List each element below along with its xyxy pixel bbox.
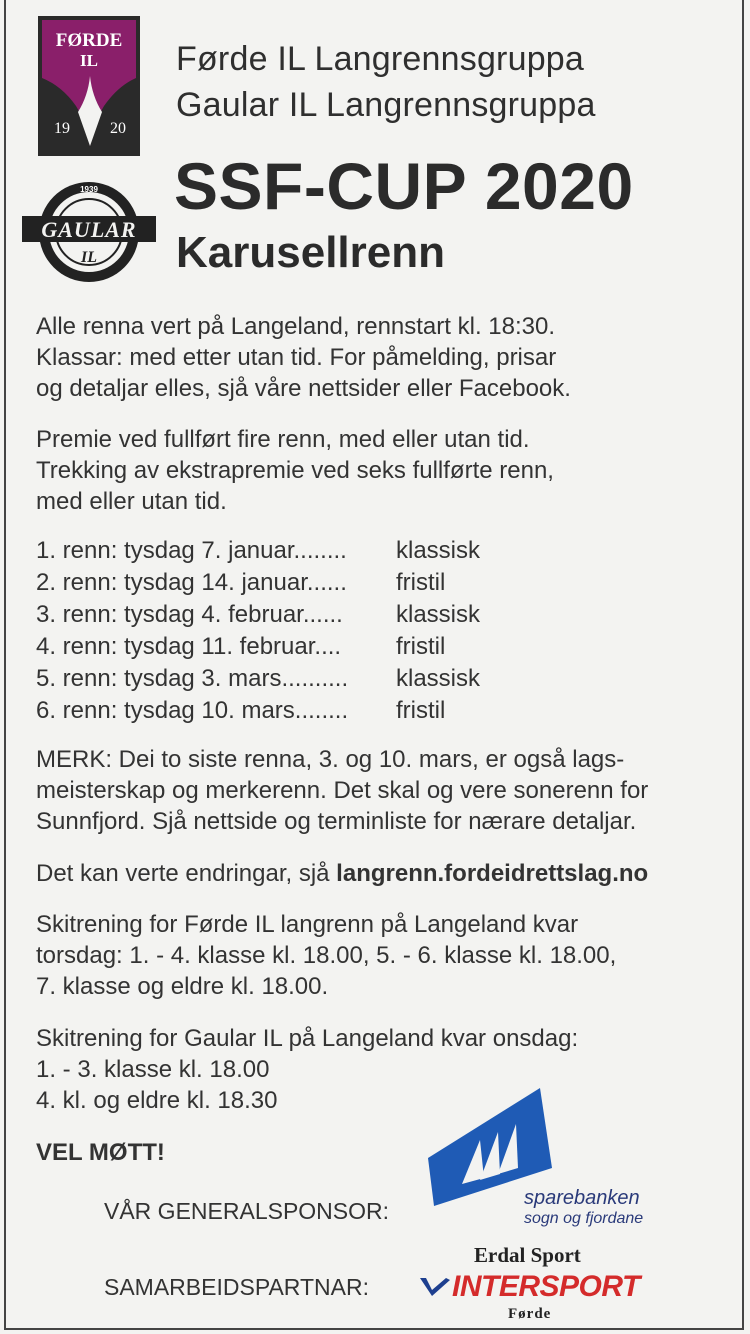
note-line: MERK: Dei to siste renna, 3. og 10. mars, er også lags- xyxy=(36,746,625,773)
forde-logo-year-right: 20 xyxy=(110,120,126,137)
intro-line: og detaljar elles, sjå våre nettsider eller Facebook. xyxy=(36,375,571,402)
race-type: fristil xyxy=(396,697,446,724)
changes-text: Det kan verte endringar, sjå xyxy=(36,860,337,887)
race-date: 1. renn: tysdag 7. januar........ xyxy=(36,537,347,564)
prize-paragraph xyxy=(36,424,726,517)
forde-logo-line1: FØRDE xyxy=(55,30,123,51)
note-line: meisterskap og merkerenn. Det skal og vere sonerenn for xyxy=(36,777,649,804)
intro-line: Klassar: med etter utan tid. For påmelding, prisar xyxy=(36,344,557,371)
race-date: 4. renn: tysdag 11. februar.... xyxy=(36,633,342,660)
race-date: 2. renn: tysdag 14. januar...... xyxy=(36,569,347,596)
gaular-logo-year: 1939 xyxy=(80,185,98,194)
partner-bottom-text: Førde xyxy=(508,1306,552,1322)
intro-line: Alle renna vert på Langeland, rennstart kl. 18:30. xyxy=(36,313,555,340)
note-line: Sunnfjord. Sjå nettside og terminliste for nærare detaljar. xyxy=(36,808,637,835)
race-date: 3. renn: tysdag 4. februar...... xyxy=(36,601,343,628)
prize-line: med eller utan tid. xyxy=(36,488,227,515)
intersport-swoosh-icon xyxy=(418,1274,452,1302)
training-gaular-line: Skitrening for Gaular IL på Langeland kvar onsdag: xyxy=(36,1025,579,1052)
prize-line: Trekking av ekstrapremie ved seks fullførte renn, xyxy=(36,457,554,484)
changes-paragraph xyxy=(36,858,726,889)
page-title: SSF-CUP 2020 xyxy=(174,149,634,223)
partner-label: SAMARBEIDSPARTNAR: xyxy=(104,1274,369,1300)
race-date: 5. renn: tysdag 3. mars.......... xyxy=(36,665,349,692)
prize-line: Premie ved fullført fire renn, med eller utan tid. xyxy=(36,426,530,453)
race-type: klassisk xyxy=(396,665,481,692)
sparebanken-name: sparebanken xyxy=(524,1187,640,1209)
org-forde: Førde IL Langrennsgruppa xyxy=(176,40,585,78)
page-subtitle: Karusellrenn xyxy=(176,228,445,277)
training-gaular-line: 4. kl. og eldre kl. 18.30 xyxy=(36,1087,278,1114)
welcome-text: VEL MØTT! xyxy=(36,1139,165,1166)
intro-paragraph xyxy=(36,311,726,404)
partner-brand: INTERSPORT xyxy=(452,1270,640,1303)
race-type: klassisk xyxy=(396,601,481,628)
forde-logo-line2: IL xyxy=(80,51,98,70)
sparebanken-region: sogn og fjordane xyxy=(524,1210,644,1227)
race-type: fristil xyxy=(396,569,446,596)
gaular-il-logo xyxy=(22,180,156,284)
training-forde-line: Skitrening for Førde IL langrenn på Langeland kvar xyxy=(36,911,579,938)
training-gaular-line: 1. - 3. klasse kl. 18.00 xyxy=(36,1056,270,1083)
forde-il-logo xyxy=(38,16,140,156)
training-forde-line: 7. klasse og eldre kl. 18.00. xyxy=(36,973,329,1000)
forde-logo-year-left: 19 xyxy=(54,120,70,137)
gaular-logo-sub: IL xyxy=(81,249,97,266)
note-paragraph xyxy=(36,744,726,837)
race-date: 6. renn: tysdag 10. mars........ xyxy=(36,697,349,724)
training-forde-line: torsdag: 1. - 4. klasse kl. 18.00, 5. - 6. klasse kl. 18.00, xyxy=(36,942,617,969)
website-link[interactable]: langrenn.fordeidrettslag.no xyxy=(336,860,649,887)
race-type: klassisk xyxy=(396,537,481,564)
partner-top-text: Erdal Sport xyxy=(474,1243,581,1267)
training-forde-paragraph xyxy=(36,909,726,1002)
gaular-logo-text: GAULAR xyxy=(41,217,137,242)
training-gaular-paragraph xyxy=(36,1023,726,1116)
general-sponsor-label: VÅR GENERALSPONSOR: xyxy=(104,1198,390,1224)
org-gaular: Gaular IL Langrennsgruppa xyxy=(176,86,596,124)
race-type: fristil xyxy=(396,633,446,660)
